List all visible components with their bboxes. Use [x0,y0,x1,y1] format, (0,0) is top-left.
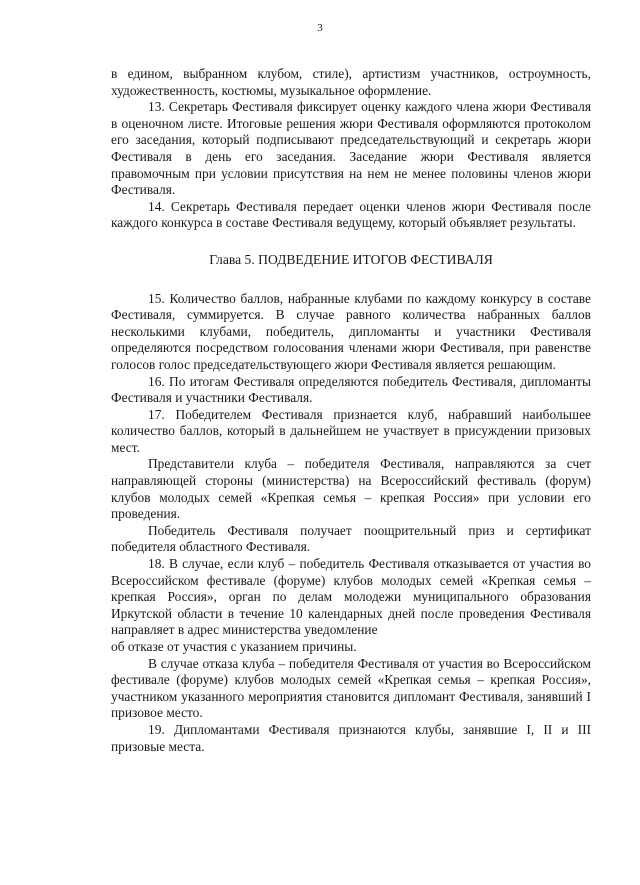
paragraph-18-continuation: об отказе от участия с указанием причины. [111,639,357,654]
paragraph-15: 15. Количество баллов, набранные клубами по каждому конкурсу в составе Фестиваля, суммируется. В случае равного количества набранных баллов несколькими клубами, победитель, дипломанты и участники Фестиваля определяются посредством голосования членами жюри Фестиваля, при равенстве голосов голос председательствующего жюри Фестиваля является решающим. [111,290,591,372]
paragraph-continuation: в едином, выбранном клубом, стиле), артистизм участников, остроумность, художественность, костюмы, музыкальное оформление. [111,66,591,98]
paragraph-18: 18. В случае, если клуб – победитель Фестиваля отказывается от участия во Всероссийском фестивале (форуме) клубов молодых семей «Крепкая семья – крепкая Россия», орган по делам молодежи муниципального образования Иркутской области в течение 10 календарных дней после проведения Фестиваля направляет в адрес министерства уведомление [111,556,591,638]
paragraph-13: 13. Секретарь Фестиваля фиксирует оценку каждого члена жюри Фестиваля в оценочном листе. Итоговые решения жюри Фестиваля оформляются протоколом его заседания, который подписывают председательствующий и секретарь жюри Фестиваля в день его заседания. Заседание жюри Фестиваля является правомочным при условии присутствия на нем не менее половины членов жюри Фестиваля. [111,99,591,198]
paragraph-winner-delegation: Представители клуба – победителя Фестиваля, направляются за счет направляющей стороны (министерства) на Всероссийский фестиваль (форум) клубов молодых семей «Крепкая семья – крепкая Россия» при условии его проведения. [111,456,591,522]
paragraph-refusal: В случае отказа клуба – победителя Фестиваля от участия во Всероссийском фестивале (форуме) клубов молодых семей «Крепкая семья – крепкая Россия», участником указанного мероприятия становится дипломант Фестиваля, занявший I призовое место. [111,655,591,721]
chapter-title: Глава 5. ПОДВЕДЕНИЕ ИТОГОВ ФЕСТИВАЛЯ [209,251,493,267]
document-body [111,66,591,755]
paragraph-19: 19. Дипломантами Фестиваля признаются клубы, занявшие I, II и III призовые места. [111,721,591,754]
page-number: 3 [317,22,323,34]
paragraph-17: 17. Победителем Фестиваля признается клуб, набравший наибольшее количество баллов, который в дальнейшем не участвует в присуждении призовых мест. [111,406,591,455]
paragraph-winner-prize: Победитель Фестиваля получает поощрительный приз и сертификат победителя областного Фестиваля. [111,522,591,555]
paragraph-16: 16. По итогам Фестиваля определяются победитель Фестиваля, дипломанты Фестиваля и участники Фестиваля. [111,373,591,406]
paragraph-14: 14. Секретарь Фестиваля передает оценки членов жюри Фестиваля после каждого конкурса в составе Фестиваля ведущему, который объявляет результаты. [111,198,591,231]
